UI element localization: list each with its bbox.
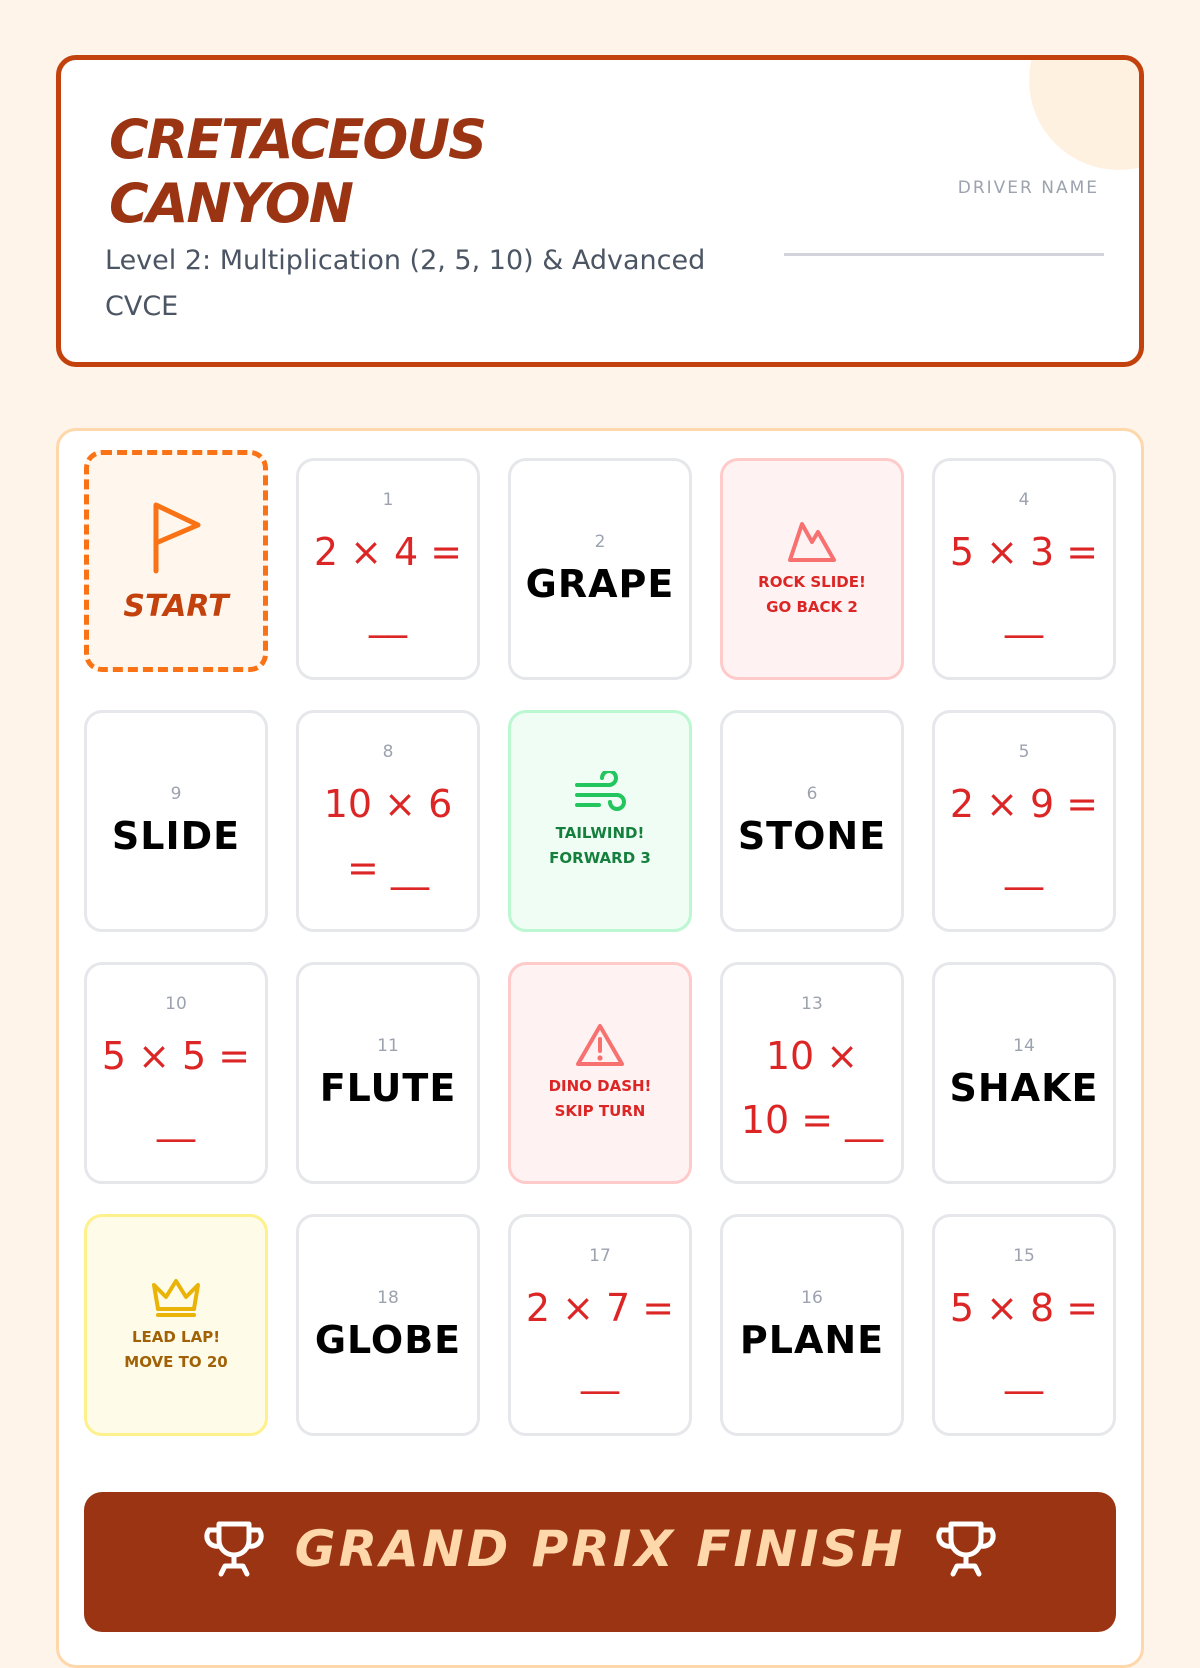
tile-number: 6 [806,784,818,804]
tile-number: 5 [1018,742,1030,762]
math-problem: 2 × 7 = __ [525,1286,675,1394]
tile-number: 1 [382,490,394,510]
tile-number: 16 [801,1288,823,1308]
word-card: SHAKE [949,1066,1099,1110]
tile-3-rock-slide[interactable] [720,458,904,680]
tile-number: 2 [594,532,606,552]
tile-number: 4 [1018,490,1030,510]
event-title: ROCK SLIDE! [758,573,866,591]
tile-16[interactable] [720,1214,904,1436]
trophy-icon [203,1518,265,1580]
tile-4[interactable] [932,458,1116,680]
tile-8[interactable] [296,710,480,932]
event-title: LEAD LAP! [131,1328,221,1346]
word-card: GRAPE [525,562,675,606]
event-action: GO BACK 2 [766,598,858,616]
driver-name-field[interactable] [784,253,1104,256]
word-card: FLUTE [319,1066,457,1110]
tile-number: 14 [1013,1036,1035,1056]
wind-icon [573,771,627,815]
event-title: DINO DASH! [548,1077,652,1095]
tile-13[interactable] [720,962,904,1184]
event-action: MOVE TO 20 [124,1353,228,1371]
word-card: STONE [737,814,887,858]
tile-12-dino-dash[interactable] [508,962,692,1184]
tile-17[interactable] [508,1214,692,1436]
tile-number: 11 [377,1036,399,1056]
tile-7-tailwind[interactable] [508,710,692,932]
math-problem: 5 × 3 = __ [949,530,1099,638]
event-title: TAILWIND! [555,824,645,842]
math-problem: 10 × 10 = __ [740,1034,884,1142]
tile-number: 17 [589,1246,611,1266]
tile-number: 15 [1013,1246,1035,1266]
level-subtitle: Level 2: Multiplication (2, 5, 10) & Advanced CVCE [105,245,706,322]
tile-number: 10 [165,994,187,1014]
crown-icon [150,1275,202,1319]
math-problem: 10 × 6 = __ [323,782,453,890]
math-problem: 5 × 5 = __ [101,1034,251,1142]
tile-number: 13 [801,994,823,1014]
math-problem: 2 × 4 = __ [313,530,463,638]
word-card: SLIDE [111,814,241,858]
tile-1[interactable] [296,458,480,680]
tile-9[interactable] [84,710,268,932]
tile-number: 8 [382,742,394,762]
tile-14[interactable] [932,962,1116,1184]
tile-5[interactable] [932,710,1116,932]
trophy-icon [935,1518,997,1580]
warning-icon [574,1022,626,1068]
event-action: SKIP TURN [554,1102,646,1120]
event-action: FORWARD 3 [549,849,651,867]
tile-10[interactable] [84,962,268,1184]
game-title: CRETACEOUS CANYON [109,108,486,235]
tile-2[interactable] [508,458,692,680]
header-corner-decoration [1029,55,1144,170]
driver-name-label: DRIVER NAME [957,178,1099,198]
flag-icon [148,499,204,575]
finish-label: GRAND PRIX FINISH [294,1520,906,1578]
tile-number: 9 [170,784,182,804]
word-card: PLANE [739,1318,885,1362]
start-label: START [123,588,229,624]
mountain-icon [786,518,838,564]
tile-11[interactable] [296,962,480,1184]
tile-6[interactable] [720,710,904,932]
word-card: GLOBE [314,1318,462,1362]
math-problem: 5 × 8 = __ [949,1286,1099,1394]
tile-start[interactable] [84,450,268,672]
finish-banner [84,1492,1116,1632]
header-card [56,55,1144,367]
tile-15[interactable] [932,1214,1116,1436]
tile-number: 18 [377,1288,399,1308]
math-problem: 2 × 9 = __ [949,782,1099,890]
tile-18[interactable] [296,1214,480,1436]
tile-19-lead-lap[interactable] [84,1214,268,1436]
